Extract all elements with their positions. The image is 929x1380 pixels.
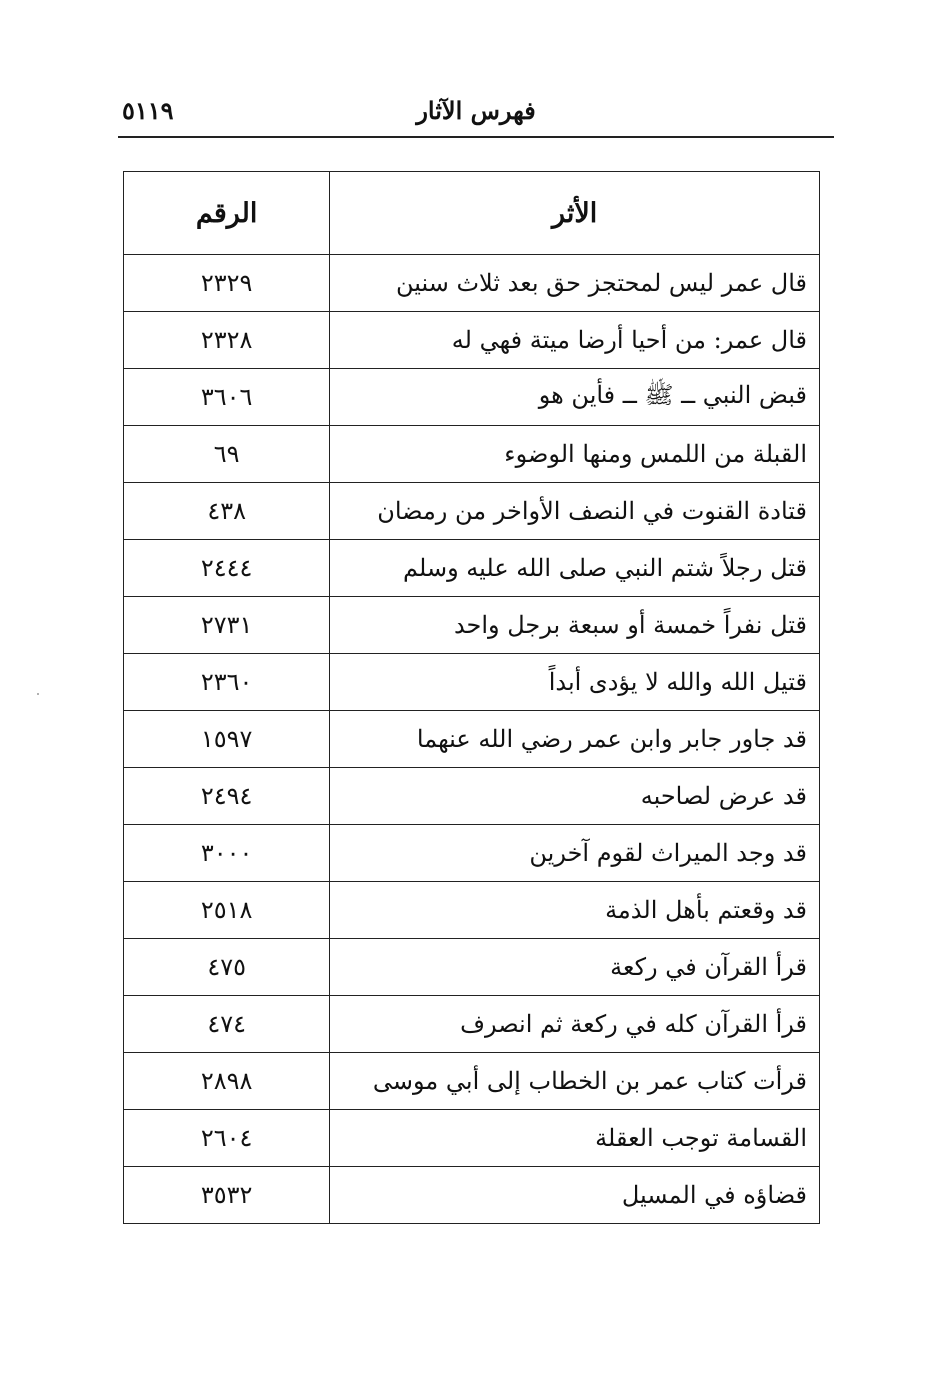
athar-cell: قتل نفراً خمسة أو سبعة برجل واحد: [330, 597, 820, 654]
athar-cell: قبض النبي ــ ﷺ ــ فأين هو: [330, 369, 820, 426]
number-cell: ٢٣٦٠: [124, 654, 330, 711]
page-number: ٥١١٩: [122, 96, 174, 125]
number-cell: ٢٧٣١: [124, 597, 330, 654]
column-header-number: الرقم: [124, 172, 330, 255]
table-row: [124, 711, 820, 768]
number-cell: ٤٧٥: [124, 939, 330, 996]
table-row: [124, 768, 820, 825]
number-cell: ٦٩: [124, 426, 330, 483]
athar-cell: قال عمر: من أحيا أرضا ميتة فهي له: [330, 312, 820, 369]
table-row: [124, 483, 820, 540]
athar-cell: قد جاور جابر وابن عمر رضي الله عنهما: [330, 711, 820, 768]
athar-cell: قتادة القنوت في النصف الأواخر من رمضان: [330, 483, 820, 540]
athar-cell: قرأ القرآن في ركعة: [330, 939, 820, 996]
column-header-athar: الأثر: [330, 172, 820, 255]
margin-mark: [37, 693, 39, 695]
table-row: [124, 255, 820, 312]
table-row: [124, 312, 820, 369]
number-cell: ٢٥١٨: [124, 882, 330, 939]
number-cell: ٣٠٠٠: [124, 825, 330, 882]
table-row: [124, 825, 820, 882]
page-header: [118, 92, 834, 138]
table-row: [124, 939, 820, 996]
number-cell: ٢٣٢٩: [124, 255, 330, 312]
athar-cell: قال عمر ليس لمحتجز حق بعد ثلاث سنين: [330, 255, 820, 312]
table-row: [124, 1110, 820, 1167]
athar-cell: القسامة توجب العقلة: [330, 1110, 820, 1167]
table-row: [124, 1053, 820, 1110]
athar-cell: قرأت كتاب عمر بن الخطاب إلى أبي موسى: [330, 1053, 820, 1110]
table-row: [124, 597, 820, 654]
number-cell: ٣٥٣٢: [124, 1167, 330, 1224]
table-row: [124, 426, 820, 483]
athar-cell: قضاؤه في المسيل: [330, 1167, 820, 1224]
table-row: [124, 996, 820, 1053]
number-cell: ٤٣٨: [124, 483, 330, 540]
number-cell: ٢٦٠٤: [124, 1110, 330, 1167]
athar-cell: قرأ القرآن كله في ركعة ثم انصرف: [330, 996, 820, 1053]
athar-cell: القبلة من اللمس ومنها الوضوء: [330, 426, 820, 483]
number-cell: ٣٦٠٦: [124, 369, 330, 426]
athar-cell: قد عرض لصاحبه: [330, 768, 820, 825]
athar-cell: قد وجد الميراث لقوم آخرين: [330, 825, 820, 882]
table-row: [124, 1167, 820, 1224]
number-cell: ٢٨٩٨: [124, 1053, 330, 1110]
number-cell: ١٥٩٧: [124, 711, 330, 768]
table-row: [124, 540, 820, 597]
athar-cell: قتيل الله والله لا يؤدى أبداً: [330, 654, 820, 711]
athar-index-table: [123, 171, 820, 1224]
table-header-row: [124, 172, 820, 255]
table-row: [124, 882, 820, 939]
number-cell: ٢٤٩٤: [124, 768, 330, 825]
number-cell: ٢٣٢٨: [124, 312, 330, 369]
number-cell: ٤٧٤: [124, 996, 330, 1053]
athar-cell: قتل رجلاً شتم النبي صلى الله عليه وسلم: [330, 540, 820, 597]
number-cell: ٢٤٤٤: [124, 540, 330, 597]
table-row: [124, 654, 820, 711]
page-title: فهرس الآثار: [416, 96, 536, 125]
table-row: [124, 369, 820, 426]
athar-cell: قد وقعتم بأهل الذمة: [330, 882, 820, 939]
